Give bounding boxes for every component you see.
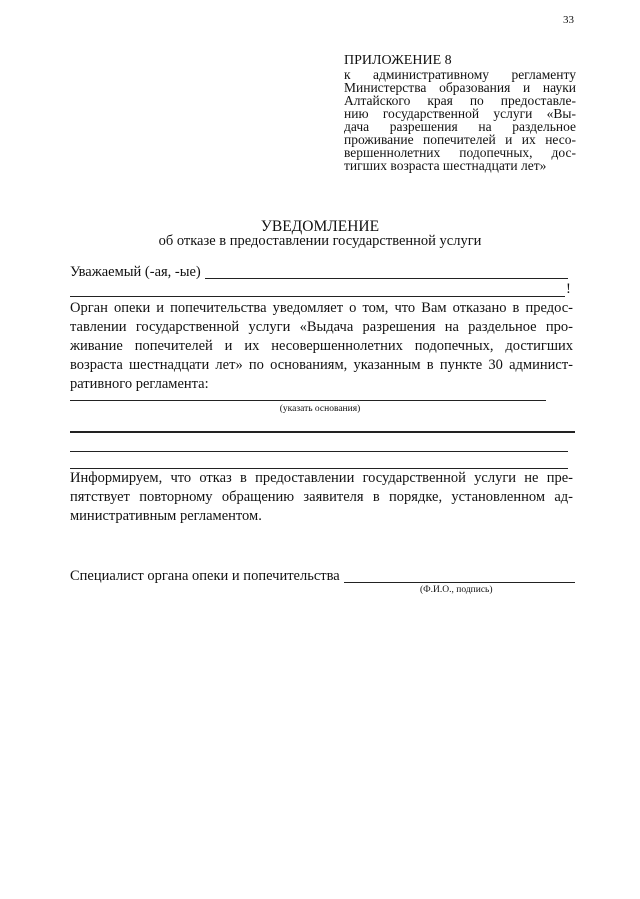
appendix-block <box>344 53 576 172</box>
information-paragraph <box>70 469 573 526</box>
appendix-line: дача разрешения на раздельное <box>344 119 576 134</box>
reasons-field-3[interactable] <box>70 451 568 452</box>
appendix-line: нию государственной услуги «Вы- <box>344 106 576 121</box>
appendix-line: вершеннолетних подопечных, дос- <box>344 145 576 160</box>
appendix-line: Алтайского края по предоставле- <box>344 93 576 108</box>
notice-title: УВЕДОМЛЕНИЕ <box>260 218 380 235</box>
appendix-title: ПРИЛОЖЕНИЕ 8 <box>344 53 452 68</box>
addressee-name-field[interactable] <box>205 278 568 279</box>
appendix-line: Министерства образования и науки <box>344 80 576 95</box>
paragraph-line: Информируем, что отказ в предоставлении государственной услуги не пре- <box>70 470 573 486</box>
refusal-paragraph <box>70 299 573 394</box>
page-number: 33 <box>563 14 574 26</box>
appendix-line: проживание попечителей и их несо- <box>344 132 576 147</box>
reasons-caption: (указать основания) <box>279 404 361 414</box>
signature-line <box>70 567 575 586</box>
paragraph-line: пятствует повторному обращению заявителя в порядке, установленном ад- <box>70 489 573 505</box>
paragraph-line: Орган опеки и попечительства уведомляет о том, что Вам отказано в предос- <box>70 300 573 316</box>
paragraph-line: возраста шестнадцати лет» по основаниям, указанным в пункте 30 админист- <box>70 357 573 373</box>
salutation-exclamation: ! <box>566 281 571 297</box>
signature-caption: (Ф.И.О., подпись) <box>420 585 493 595</box>
salutation-line <box>70 263 568 282</box>
signature-field[interactable] <box>344 582 575 583</box>
reasons-field-2[interactable] <box>70 431 575 433</box>
appendix-line: к административному регламенту <box>344 67 576 82</box>
signature-label: Специалист органа опеки и попечительства <box>70 568 340 584</box>
paragraph-line: министративным регламентом. <box>70 508 262 524</box>
paragraph-line: живание попечителей и их несовершеннолетних подопечных, достигших <box>70 338 573 354</box>
appendix-line: тигших возраста шестнадцати лет» <box>344 158 547 173</box>
reasons-field[interactable] <box>70 400 546 401</box>
addressee-name-field-2[interactable] <box>70 296 565 297</box>
salutation-label: Уважаемый (-ая, -ые) <box>70 264 201 280</box>
notice-subtitle: об отказе в предоставлении государственной услуги <box>158 233 482 249</box>
paragraph-line: тавлении государственной услуги «Выдача разрешения на раздельное про- <box>70 319 573 335</box>
paragraph-line: ративного регламента: <box>70 376 209 392</box>
